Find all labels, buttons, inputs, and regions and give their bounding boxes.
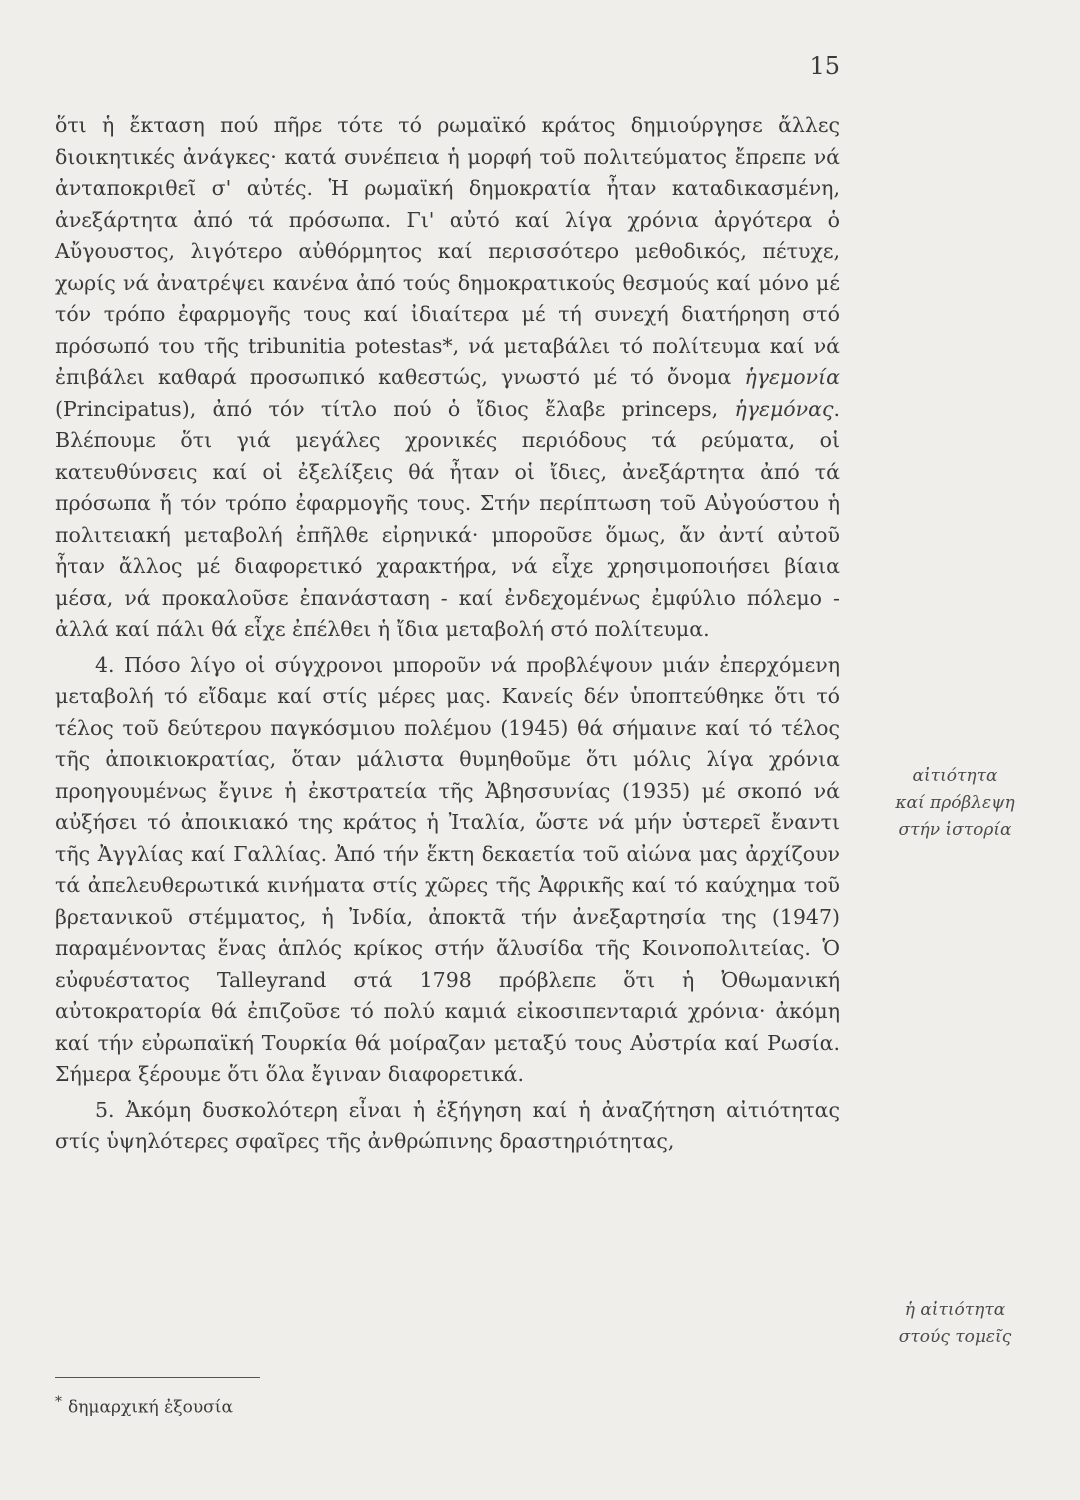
paragraph-1-part-c: . Βλέπουμε ὅτι γιά μεγάλες χρονικές περιόδους τά ρεύματα, οἱ κατευθύνσεις καί οἱ ἐξελίξεις θά ἦταν οἱ ἴδιες, ἀνεξάρτητα ἀπό τά πρόσωπα ἤ τόν τρόπο ἐφαρμογῆς τους. Στήν περίπτωση τοῦ Αὐγούστου ἡ πολιτειακή μεταβολή ἐπῆλθε εἰρηνικά· μποροῦσε ὅμως, ἄν ἀντί αὐτοῦ ἦταν ἄλλος μέ διαφορετικό χαρακτήρα, νά εἶχε χρησιμοποιήσει βίαια μέσα, νά προκαλοῦσε ἐπανάσταση - καί ἐνδεχομένως ἐμφύλιο πόλεμο - ἀλλά καί πάλι θά εἶχε ἐπέλθει ἡ ἴδια μεταβολή στό πολίτευμα. — [55, 396, 840, 641]
margin-note-causality-prediction — [855, 763, 1055, 844]
paragraph-continued — [55, 110, 840, 646]
paragraph-1-part-b: (Principatus), ἀπό τόν τίτλο πού ὁ ἴδιος ἔλαβε princeps, — [55, 396, 719, 421]
margin-note-line: καί πρόβλεψη — [895, 793, 1015, 813]
paragraph-4: 4. Πόσο λίγο οἱ σύγχρονοι μποροῦν νά προβλέψουν μιάν ἐπερχόμενη μεταβολή τό εἴδαμε καί στίς μέρες μας. Κανείς δέν ὑποπτεύθηκε ὅτι τό τέλος τοῦ δεύτερου παγκόσμιου πολέμου (1945) θά σήμαινε καί τό τέλος τῆς ἀποικιοκρατίας, ὅταν μάλιστα θυμηθοῦμε ὅτι μόλις λίγα χρόνια προηγουμένως ἔγινε ἡ ἐκστρατεία τῆς Ἀβησσυνίας (1935) μέ σκοπό νά αὐξήσει τό ἀποικιακό της κράτος ἡ Ἰταλία, ὥστε νά μήν ὑστερεῖ ἔναντι τῆς Ἀγγλίας καί Γαλλίας. Ἀπό τήν ἕκτη δεκαετία τοῦ αἰώνα μας ἀρχίζουν τά ἀπελευθερωτικά κινήματα στίς χῶρες τῆς Ἀφρικῆς καί τό καύχημα τοῦ βρετανικοῦ στέμματος, ἡ Ἰνδία, ἀποκτᾶ τήν ἀνεξαρτησία της (1947) παραμένοντας ἕνας ἁπλός κρίκος στήν ἅλυσίδα τῆς Κοινοπολιτείας. Ὁ εὐφυέστατος Talleyrand στά 1798 πρόβλεπε ὅτι ἡ Ὀθωμανική αὐτοκρατορία θά ἐπιζοῦσε τό πολύ καμιά εἰκοσιπενταριά χρόνια· ἀκόμη καί τήν εὐρωπαϊκή Τουρκία θά μοίραζαν μεταξύ τους Αὐστρία καί Ρωσία. Σήμερα ξέρουμε ὅτι ὅλα ἔγιναν διαφορετικά. — [55, 652, 840, 1086]
footnote-divider — [55, 1377, 260, 1378]
term-hegemonas: ἡγεμόνας — [734, 396, 834, 421]
margin-note-causality-fields — [855, 1297, 1055, 1351]
paragraph-5: 5. Ἀκόμη δυσκολότερη εἶναι ἡ ἐξήγηση καί ἡ ἀναζήτηση αἰτιότητας στίς ὑψηλότερες σφαῖρες τῆς ἀνθρώπινης δραστηριότητας, — [55, 1097, 840, 1153]
margin-note-line: ἡ αἰτιότητα — [904, 1300, 1006, 1320]
footnote — [55, 1390, 233, 1420]
margin-note-line: στούς τομεῖς — [898, 1327, 1012, 1347]
footnote-mark: * — [55, 1394, 62, 1410]
page-number: 15 — [809, 52, 840, 80]
term-hegemonia: ἡγεμονία — [744, 365, 840, 389]
main-text — [55, 110, 840, 1158]
margin-note-line: αἰτιότητα — [912, 766, 998, 786]
paragraph-1-part-a: ὅτι ἡ ἔκταση πού πῆρε τότε τό ρωμαϊκό κράτος δημιούργησε ἄλλες διοικητικές ἀνάγκες· κατά συνέπεια ἡ μορφή τοῦ πολιτεύματος ἔπρεπε νά ἀνταποκριθεῖ σ' αὐτές. Ἡ ρωμαϊκή δημοκρατία ἦταν καταδικασμένη, ἀνεξάρτητα ἀπό τά πρόσωπα. Γι' αὐτό καί λίγα χρόνια ἀργότερα ὁ Αὔγουστος, λιγότερο αὐθόρμητος καί περισσότερο μεθοδικός, πέτυχε, χωρίς νά ἀνατρέψει κανένα ἀπό τούς δημοκρατικούς θεσμούς καί μόνο μέ τόν τρόπο ἐφαρμογῆς τους καί ἰδιαίτερα μέ τή συνεχή διατήρηση στό πρόσωπό του τῆς tribunitia potestas*, νά μεταβάλει τό πολίτευμα καί νά ἐπιβάλει καθαρά προσωπικό καθεστώς, γνωστό μέ τό ὄνομα — [55, 113, 840, 389]
footnote-text: δημαρχική ἐξουσία — [68, 1397, 233, 1418]
margin-note-line: στήν ἱστορία — [898, 820, 1012, 840]
